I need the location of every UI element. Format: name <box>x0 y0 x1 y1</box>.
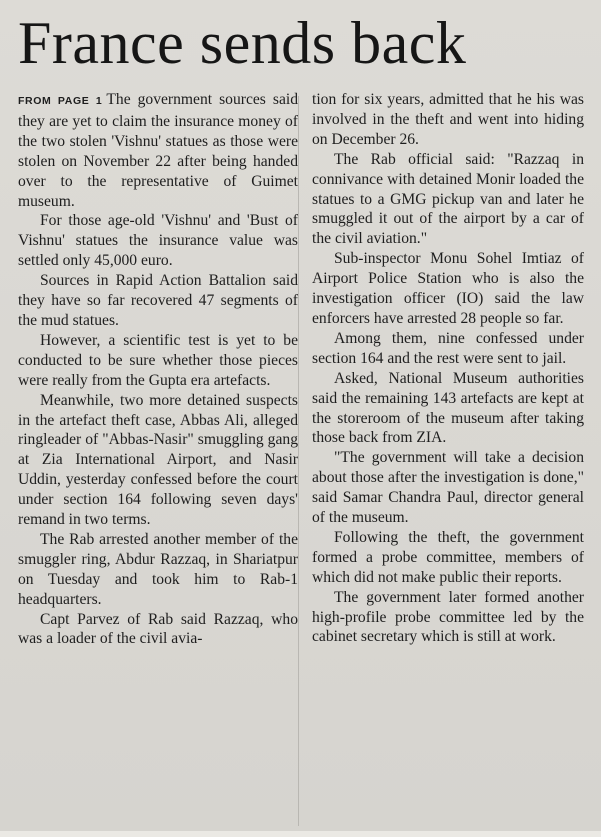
paragraph: tion for six years, admitted that he his was involved in the theft and went into hiding on December 26. <box>312 91 584 148</box>
kicker-from-page: FROM PAGE 1 <box>18 95 103 107</box>
paragraph: FROM PAGE 1 The government sources said they are yet to claim the insurance money of the two stolen 'Vishnu' statues as those were stolen on November 22 after being handed over to the representative of Guimet museum. <box>18 91 298 210</box>
headline: France sends back <box>18 10 467 76</box>
paragraph: The government later formed another high-profile probe committee led by the cabinet secretary which is still at work. <box>312 588 584 646</box>
article-column-right <box>312 90 584 647</box>
paragraph: However, a scientific test is yet to be conducted to be sure whether those pieces were really from the Gupta era artefacts. <box>18 331 298 389</box>
column-divider <box>298 96 299 826</box>
paragraph: The Rab arrested another member of the smuggler ring, Abdur Razzaq, in Shariatpur on Tuesday and took him to Rab-1 headquarters. <box>18 530 298 608</box>
paragraph: Following the theft, the government formed a probe committee, members of which did not make public their reports. <box>312 528 584 586</box>
paragraph: "The government will take a decision about those after the investigation is done," said Samar Chandra Paul, director general of the museum. <box>312 449 584 527</box>
paragraph: Meanwhile, two more detained suspects in the artefact theft case, Abbas Ali, alleged ringleader of "Abbas-Nasir" smuggling gang at Zia International Airport, and Nasir Uddin, yesterday confessed before the court under section 164 following seven days' remand in two terms. <box>18 391 298 529</box>
page-edge <box>0 831 601 837</box>
paragraph: Sub-inspector Monu Sohel Imtiaz of Airport Police Station who is also the investigation officer (IO) said the law enforcers have arrested 28 people so far. <box>312 250 584 327</box>
article-column-left <box>18 90 298 649</box>
paragraph: The Rab official said: "Razzaq in connivance with detained Monir loaded the statues to a GMG pickup van and later he smuggled it out of the airport by a car of the civil aviation." <box>312 150 584 248</box>
paragraph: Sources in Rapid Action Battalion said they have so far recovered 47 segments of the mud statues. <box>18 272 298 329</box>
paragraph: For those age-old 'Vishnu' and 'Bust of Vishnu' statues the insurance value was settled only 45,000 euro. <box>18 212 298 270</box>
paragraph: Asked, National Museum authorities said the remaining 143 artefacts are kept at the storeroom of the museum after taking those back from ZIA. <box>312 369 584 447</box>
paragraph: Among them, nine confessed under section 164 and the rest were sent to jail. <box>312 329 584 367</box>
paragraph: Capt Parvez of Rab said Razzaq, who was a loader of the civil avia- <box>18 610 298 648</box>
